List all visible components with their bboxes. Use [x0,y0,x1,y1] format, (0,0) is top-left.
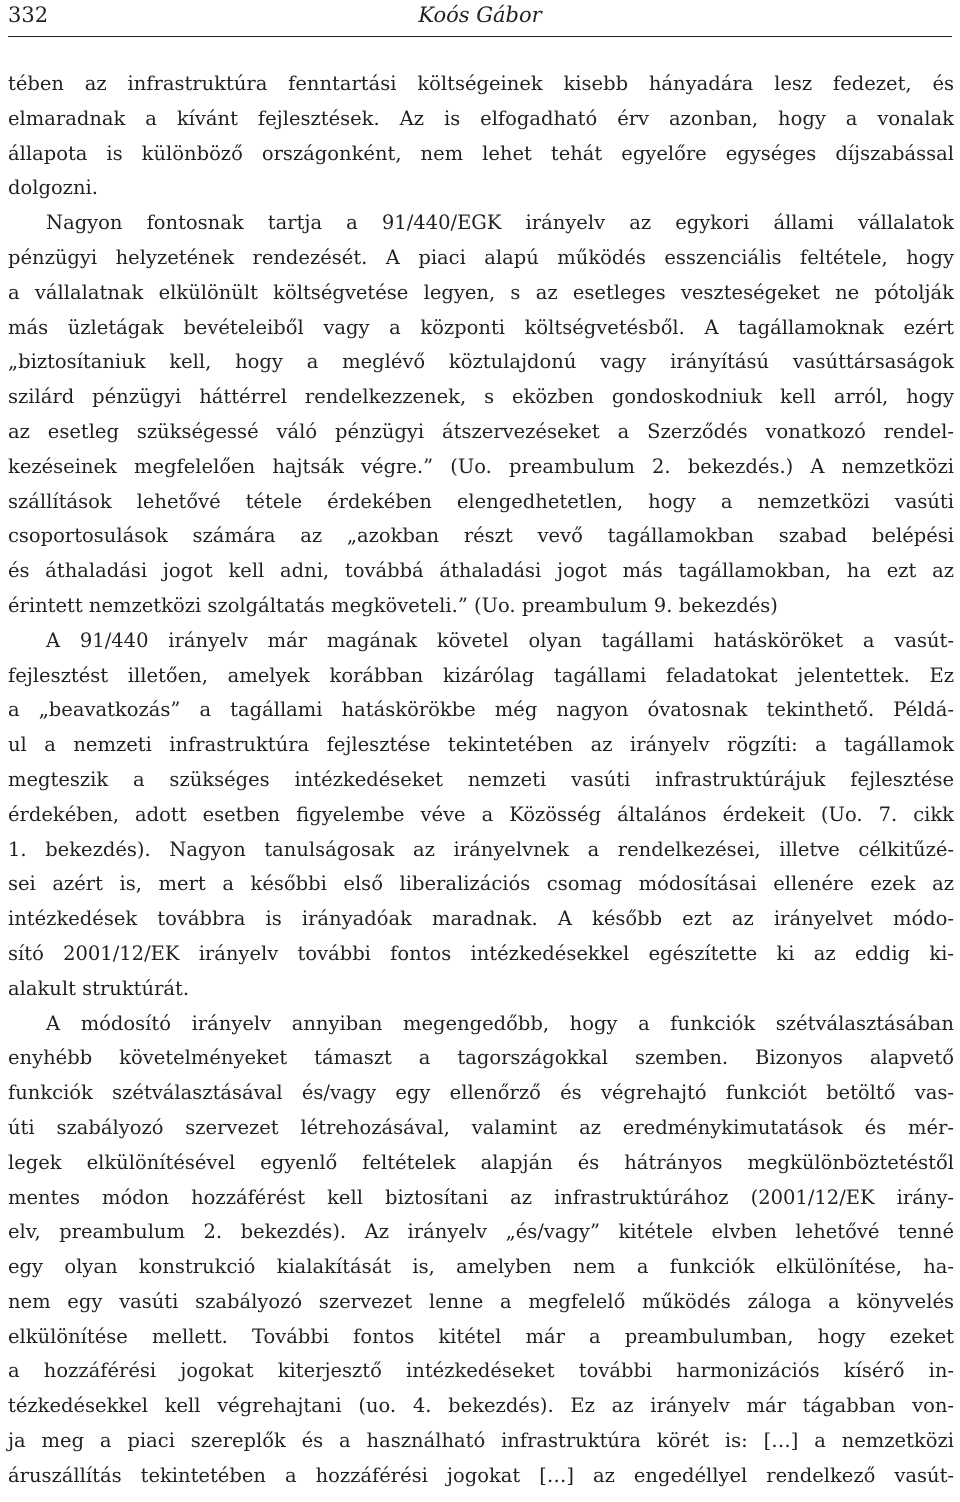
text-line: áruszállítás tekintetében a hozzáférési jogokat […] az engedéllyel rendelkező vasút- [8,1463,954,1487]
text-line: sei azért is, mert a későbbi első liberalizációs csomag módosításai ellenére ezek az [8,872,954,896]
text-line: tézkedésekkel kell végrehajtani (uo. 4. bekezdés). Ez az irányelv már tágabban von- [8,1394,954,1418]
page-number: 332 [8,3,49,27]
text-line: a „beavatkozás” a tagállami hatáskörökbe még nagyon óvatosnak tekinthető. Példá- [8,698,954,722]
text-line: mentes módon hozzáférést kell biztosítani az infrastruktúrához (2001/12/EK irány- [8,1185,954,1209]
text-line: érdekében, adott esetben figyelembe véve a Közösség általános érdekeit (Uo. 7. cikk [8,802,954,826]
text-line: ul a nemzeti infrastruktúra fejlesztése tekintetében az irányelv rögzíti: a tagállamok [8,733,954,757]
body-text [8,67,954,1494]
text-line: dolgozni. [8,176,98,200]
text-line: elkülönítése mellett. További fontos kitétel már a preambulumban, hogy ezeket [8,1324,954,1348]
text-line: más üzletágak bevételeiből vagy a központi költségvetésből. A tagállamoknak ezért [8,315,954,339]
running-head [8,0,952,37]
text-line: pénzügyi helyzetének rendezését. A piaci alapú működés esszenciális feltétele, hogy [8,245,954,269]
text-line: intézkedések továbbra is irányadóak maradnak. A később ezt az irányelvet módo- [8,907,954,931]
text-line: érintett nemzetközi szolgáltatás megköveteli.” (Uo. preambulum 9. bekezdés) [8,593,778,617]
text-line: fejlesztést illetően, amelyek korábban kizárólag tagállami feladatokat jelentettek. Ez [8,663,954,687]
text-line: elv, preambulum 2. bekezdés). Az irányelv „és/vagy” kitétele elvben lehetővé tenné [8,1220,954,1244]
text-line: legek elkülönítésével egyenlő feltételek alapján és hátrányos megkülönböztetéstől [8,1150,954,1174]
text-line: úti szabályozó szervezet létrehozásával, valamint az eredménykimutatások és mér- [8,1115,954,1139]
text-line: enyhébb követelményeket támaszt a tagországokkal szemben. Bizonyos alapvető [8,1046,954,1070]
text-line: A 91/440 irányelv már magának követel olyan tagállami hatásköröket a vasút- [46,628,954,652]
text-line: szilárd pénzügyi háttérrel rendelkezzenek, s eközben gondoskodniuk kell arról, hogy [8,385,954,409]
text-line: a hozzáférési jogokat kiterjesztő intézkedéseket további harmonizációs kísérő in- [8,1359,954,1383]
text-line: „biztosítaniuk kell, hogy a meglévő köztulajdonú vagy irányítású vasúttársaságok [8,350,954,374]
text-line: ja meg a piaci szereplők és a használható infrastruktúra körét is: […] a nemzetközi [8,1429,954,1453]
text-line: megteszik a szükséges intézkedéseket nemzeti vasúti infrastruktúrájuk fejlesztése [8,767,954,791]
running-head-author: Koós Gábor [418,3,542,27]
text-line: nem egy vasúti szabályozó szervezet lenne a megfelelő működés záloga a könyvelés [8,1289,954,1313]
text-line: egy olyan konstrukció kialakítását is, amelyben nem a funkciók elkülönítése, ha- [8,1255,954,1279]
text-line: Nagyon fontosnak tartja a 91/440/EGK irányelv az egykori állami vállalatok [46,211,954,235]
text-line: csoportosulások számára az „azokban részt vevő tagállamokban szabad belépési [8,524,954,548]
text-line: sító 2001/12/EK irányelv további fontos intézkedésekkel egészítette ki az eddig ki- [8,941,954,965]
text-line: kezéseinek megfelelően hajtsák végre.” (Uo. preambulum 2. bekezdés.) A nemzetközi [8,454,954,478]
text-line: A módosító irányelv annyiban megengedőbb, hogy a funkciók szétválasztásában [46,1011,954,1035]
text-line: 1. bekezdés). Nagyon tanulságosak az irányelvnek a rendelkezései, illetve célkitűzé- [8,837,954,861]
text-line: és áthaladási jogot kell adni, továbbá áthaladási jogot más tagállamokban, ha ezt az [8,559,954,583]
text-line: az esetleg szükségessé váló pénzügyi átszervezéseket a Szerződés vonatkozó rendel- [8,419,954,443]
text-line: tében az infrastruktúra fenntartási költségeinek kisebb hányadára lesz fedezet, és [8,72,954,95]
text-line: funkciók szétválasztásával és/vagy egy ellenőrző és végrehajtó funkciót betöltő vas- [8,1081,954,1105]
text-line: a vállalatnak elkülönült költségvetése legyen, s az esetleges veszteségeket ne pótolják [8,280,954,304]
text-line: alakult struktúrát. [8,976,190,1000]
text-line: állapota is különböző országonként, nem lehet tehát egyelőre egységes díjszabással [8,141,954,165]
text-line: szállítások lehetővé tétele érdekében elengedhetetlen, hogy a nemzetközi vasúti [8,489,954,513]
text-line: elmaradnak a kívánt fejlesztések. Az is elfogadható érv azonban, hogy a vonalak [8,106,954,130]
